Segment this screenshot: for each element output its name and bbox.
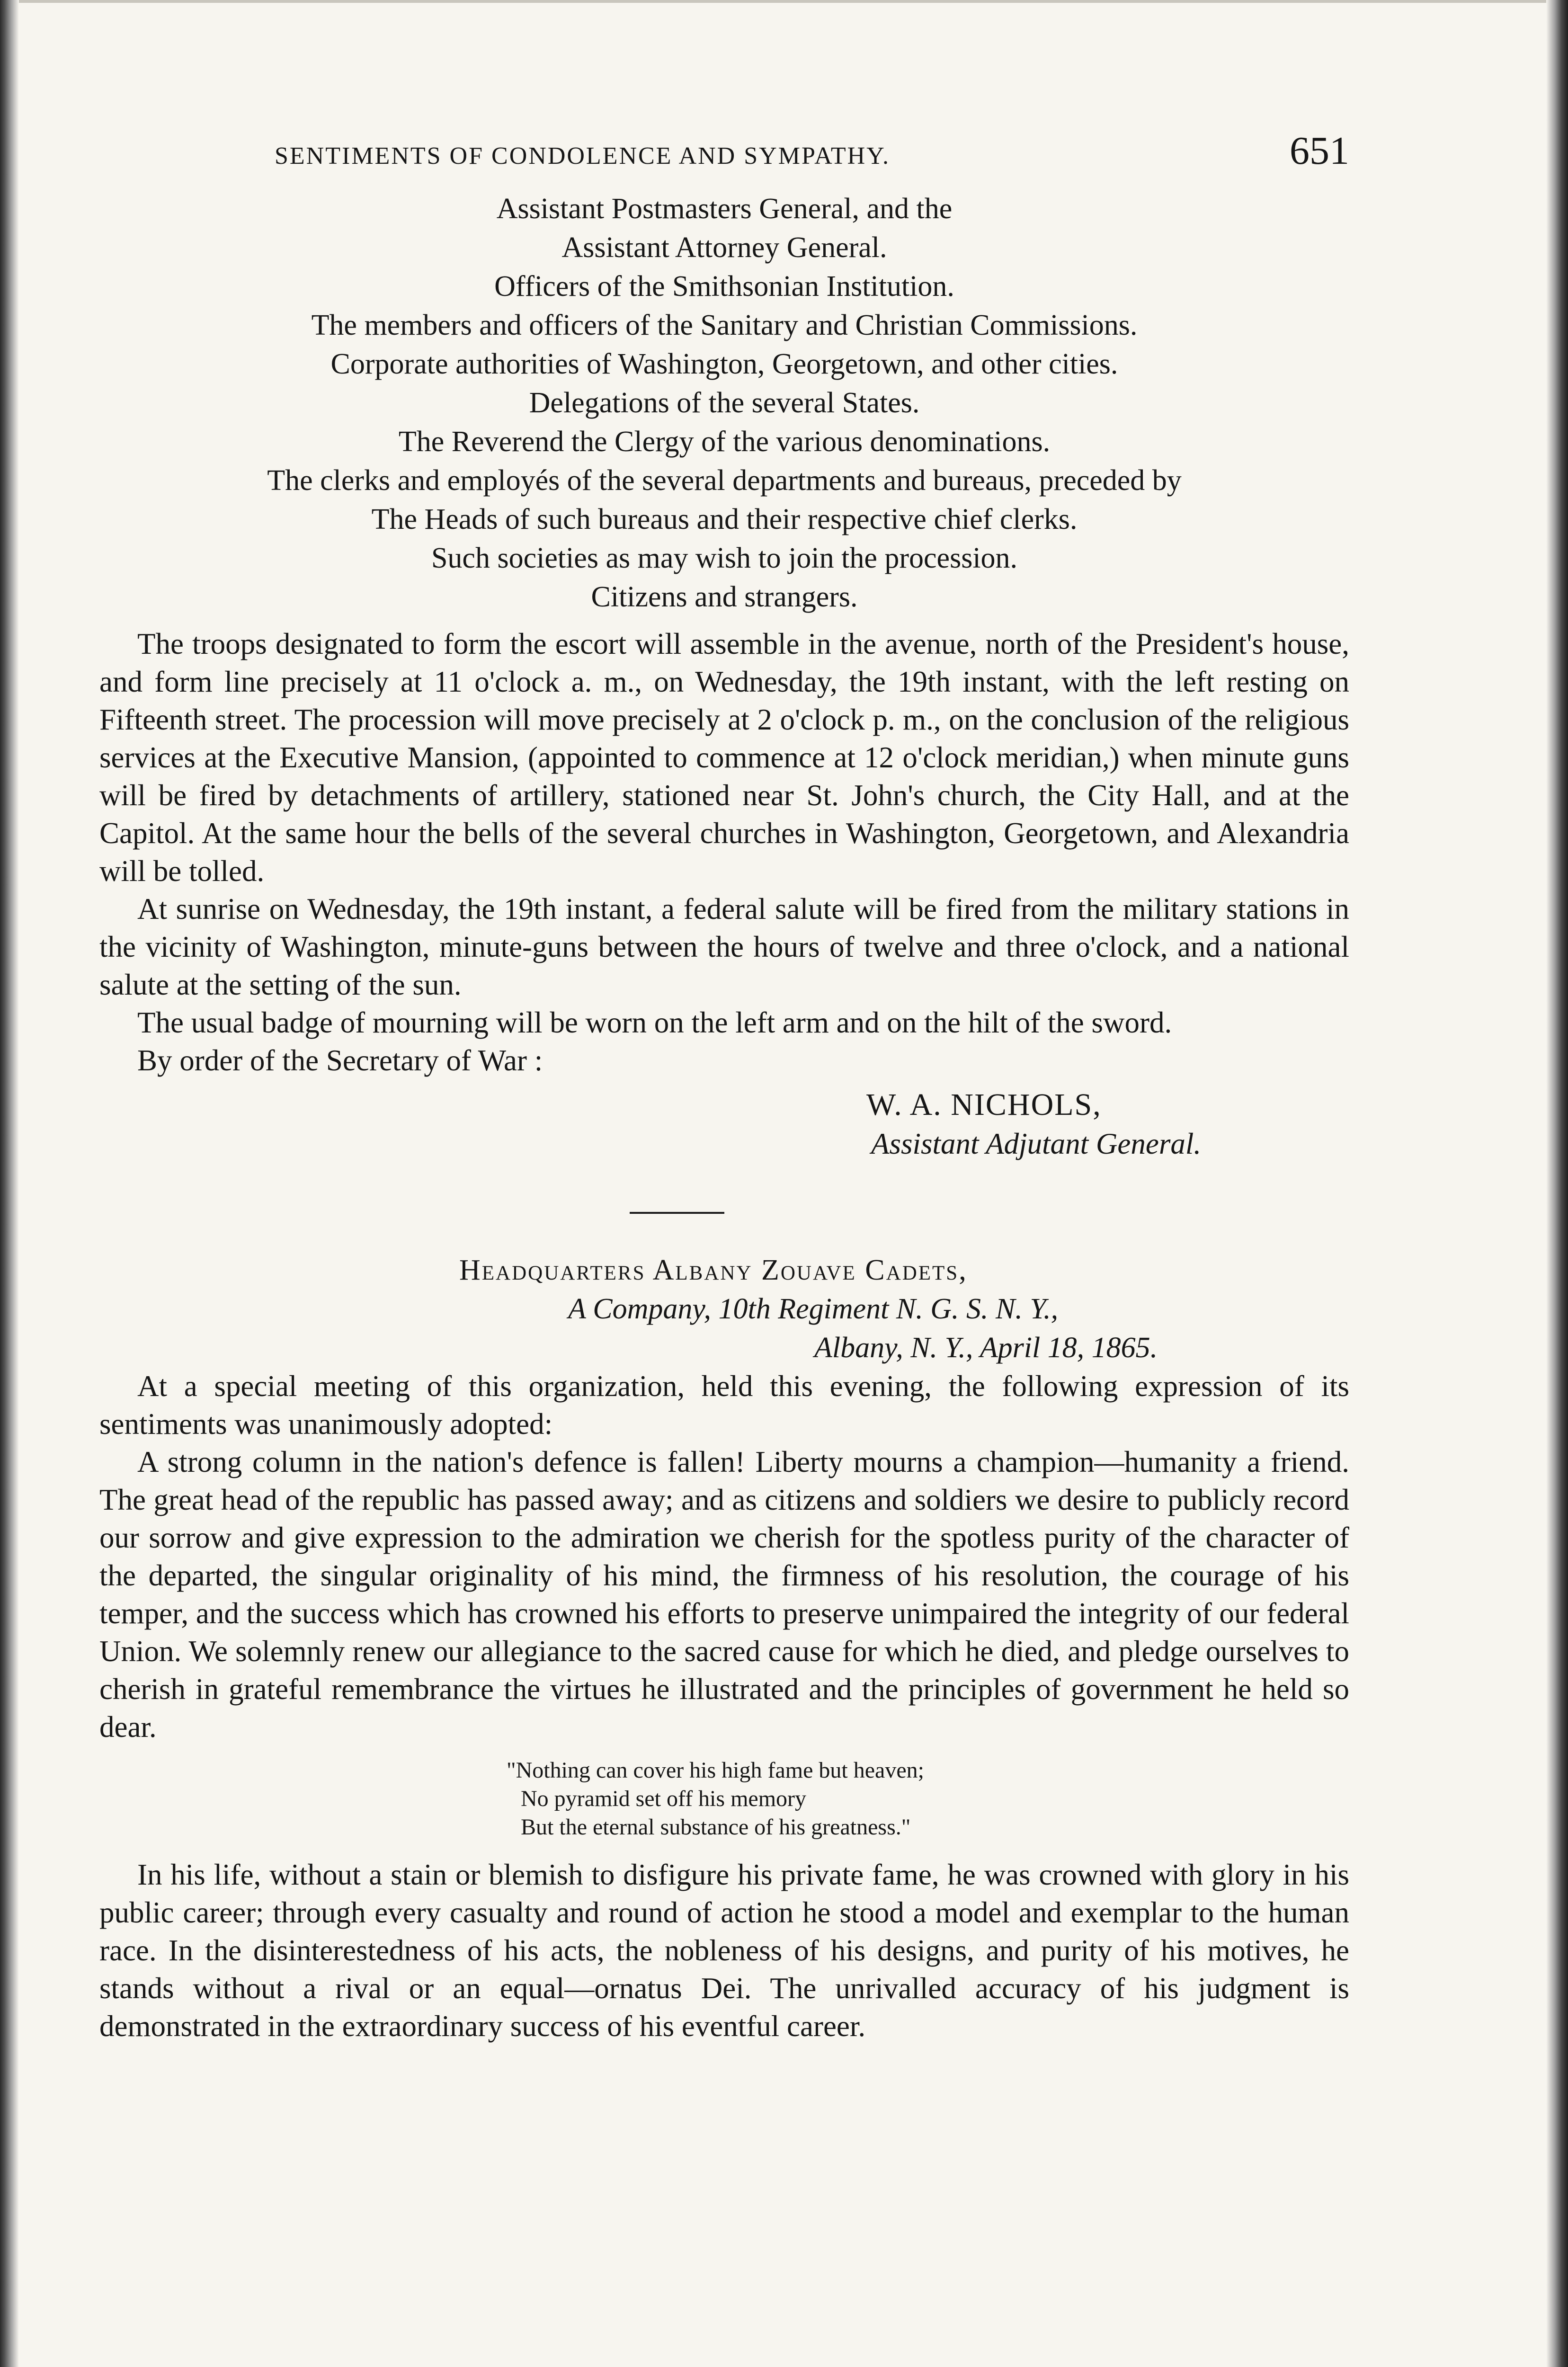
page bbox=[99, 128, 1349, 2045]
quote-line: No pyramid set off his memory bbox=[521, 1786, 807, 1811]
albany-closing-paragraph: In his life, without a stain or blemish to disfigure his private fame, he was crowned with glory in his public career; through every casualty and round of action he stood a model and exemplar to the human race. In the disinterestedness of his acts, the nobleness of his designs, and purity of his motives, he stands without a rival or an equal—ornatus Dei. The unrivalled accuracy of his judgment is demonstrated in the extraordinary success of his eventful career. bbox=[99, 1858, 1349, 2043]
scan-edge-top bbox=[19, 0, 1546, 3]
procession-line: Corporate authorities of Washington, Georgetown, and other cities. bbox=[330, 348, 1118, 380]
signature-title: Assistant Adjutant General. bbox=[871, 1127, 1202, 1160]
procession-line: Officers of the Smithsonian Institution. bbox=[494, 270, 954, 303]
signature-name: W. A. NICHOLS, bbox=[866, 1087, 1102, 1122]
albany-heading-line3: Albany, N. Y., April 18, 1865. bbox=[814, 1332, 1158, 1364]
order-paragraph-mourning-badge: The usual badge of mourning will be worn on the left arm and on the hilt of the sword. bbox=[137, 1006, 1172, 1039]
poem-quote bbox=[507, 1756, 1349, 1842]
procession-line: Citizens and strangers. bbox=[591, 581, 858, 613]
running-title: SENTIMENTS OF CONDOLENCE AND SYMPATHY. bbox=[275, 142, 891, 169]
procession-line: Assistant Postmasters General, and the bbox=[496, 193, 953, 225]
procession-line: Such societies as may wish to join the procession. bbox=[431, 542, 1018, 574]
procession-line: The members and officers of the Sanitary and Christian Commissions. bbox=[311, 309, 1138, 341]
order-paragraph-troops: The troops designated to form the escort will assemble in the avenue, north of the President's house, and form line precisely at 11 o'clock a. m., on Wednesday, the 19th instant, with the left resting on Fifteenth street. The procession will move precisely at 2 o'clock p. m., on the conclusion of the religious services at the Executive Mansion, (appointed to commence at 12 o'clock meridian,) when minute guns will be fired by detachments of artillery, stationed near St. John's church, the City Hall, and at the Capitol. At the same hour the bells of the several churches in Washington, Georgetown, and Alexandria will be tolled. bbox=[99, 627, 1349, 888]
procession-line: The clerks and employés of the several departments and bureaus, preceded by bbox=[267, 464, 1182, 497]
page-number: 651 bbox=[1290, 129, 1349, 173]
order-paragraph-salute: At sunrise on Wednesday, the 19th instant, a federal salute will be fired from the military stations in the vicinity of Washington, minute-guns between the hours of twelve and three o'clock, and a national salute at the setting of the sun. bbox=[99, 892, 1349, 1001]
procession-line: The Reverend the Clergy of the various denominations. bbox=[398, 426, 1051, 458]
quote-line: But the eternal substance of his greatness." bbox=[521, 1815, 911, 1840]
albany-heading-line1: Headquarters Albany Zouave Cadets, bbox=[459, 1254, 968, 1286]
albany-resolution-paragraph: A strong column in the nation's defence is fallen! Liberty mourns a champion—humanity a friend. The great head of the republic has passed away; and as citizens and soldiers we desire to publicly record our sorrow and give expression to the admiration we cherish for the spotless purity of the character of the departed, the singular originality of his mind, the firmness of his resolution, the courage of his temper, and the success which has crowned his efforts to preserve unimpaired the integrity of our federal Union. We solemnly renew our allegiance to the sacred cause for which he died, and pledge ourselves to cherish in grateful remembrance the virtues he illustrated and the principles of government he held so dear. bbox=[99, 1445, 1349, 1744]
quote-line: "Nothing can cover his high fame but heaven; bbox=[507, 1758, 924, 1783]
scan-edge-left bbox=[0, 0, 19, 2367]
albany-heading bbox=[99, 1251, 1349, 1367]
by-order-line: By order of the Secretary of War : bbox=[137, 1044, 543, 1077]
procession-line: Delegations of the several States. bbox=[529, 387, 920, 419]
procession-line: Assistant Attorney General. bbox=[561, 231, 887, 264]
section-divider bbox=[630, 1212, 724, 1214]
procession-line: The Heads of such bureaus and their respective chief clerks. bbox=[371, 503, 1078, 535]
albany-intro-paragraph: At a special meeting of this organization, held this evening, the following expression of its sentiments was unanimously adopted: bbox=[99, 1370, 1349, 1441]
procession-order-list bbox=[99, 189, 1349, 616]
scan-edge-right bbox=[1546, 0, 1568, 2367]
running-head bbox=[99, 128, 1349, 185]
albany-heading-line2: A Company, 10th Regiment N. G. S. N. Y., bbox=[568, 1293, 1059, 1325]
